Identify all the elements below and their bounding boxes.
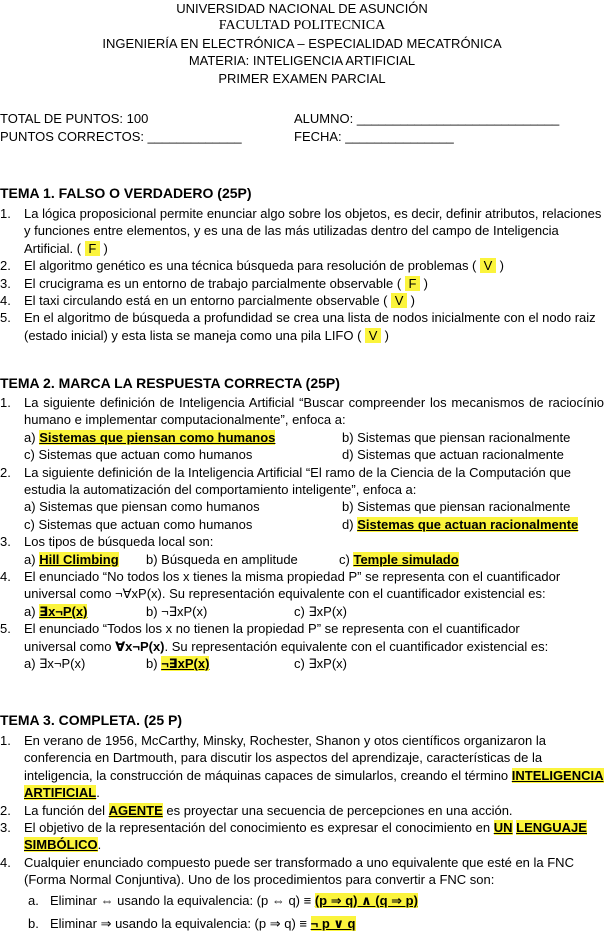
question-text: universal como ¬∀xP(x). Su representación equivalente con el cuantificador existencial es: <box>24 586 546 602</box>
statement-text: El objetivo de la representación del conocimiento es expresar el conocimiento en <box>24 820 491 836</box>
option-b: b) ¬∃xP(x) <box>146 603 208 619</box>
option-c: c) Sistemas que actuan como humanos <box>24 516 253 532</box>
answer-fill: (p ⇒ q) ∧ (q ⇒ p) <box>314 892 418 908</box>
option-c: c) Sistemas que actuan como humanos <box>24 447 253 463</box>
sub-item-b: b. Eliminar ⇒ usando la equivalencia: (p ⇒ q) ≡ ¬ p ∨ q <box>28 916 356 932</box>
option-a: a) ∃x¬P(x) <box>24 656 86 672</box>
question-text: El enunciado “No todos los x tienes la misma propiedad P” se representa con el cuantificador <box>24 569 561 585</box>
tema1-item-4 <box>0 292 604 309</box>
career-name: INGENIERÍA EN ELECTRÓNICA – ESPECIALIDAD MECATRÓNICA <box>102 35 502 51</box>
item-number: 2. <box>0 802 11 818</box>
option-b: b) Sistemas que piensan racionalmente <box>342 429 571 445</box>
option-d: d) Sistemas que actuan racionalmente <box>342 516 579 532</box>
option-c: c) ∃xP(x) <box>294 656 347 672</box>
statement-text: La lógica proposicional permite enunciar algo sobre los objetos, es decir, definir atributos, relaciones y funciones entre elementos, y es una de las más utilizadas dentro del campo de Inteligencia Artificial. ( <box>24 206 602 256</box>
info-row-2 <box>0 128 604 145</box>
statement-text: Cualquier enunciado compuesto puede ser transformado a uno equivalente que esté en la FNC (Forma Normal Conjuntiva). Uno de los procedimientos para convertir a FNC son: <box>24 854 574 888</box>
statement-text: El algoritmo genético es una técnica búsqueda para resolución de problemas ( <box>24 258 477 274</box>
question-text: El enunciado “Todos los x no tienen la propiedad P” se representa con el cuantificador <box>24 621 520 637</box>
option-b: b) Búsqueda en amplitude <box>146 551 298 567</box>
question-text: La siguiente definición de la Inteligencia Artificial “El ramo de la Ciencia de la Computación que estudia la automatización del comportamiento inteligente”, enfoca a: <box>24 464 572 498</box>
option-a: a) Sistemas que piensan como humanos <box>24 429 276 445</box>
tema1-title: TEMA 1. FALSO O VERDADERO (25P) <box>0 185 252 201</box>
item-number: 5. <box>0 621 11 637</box>
question-text: universal como ∀x¬P(x). Su representación equivalente con el cuantificador existencial es: <box>24 638 549 654</box>
tema2-question-1 <box>0 394 604 464</box>
info-row-1 <box>0 110 604 127</box>
tema3-list <box>0 732 604 932</box>
item-number: 2. <box>0 464 11 480</box>
option-b: b) ¬∃xP(x) <box>146 656 210 672</box>
exam-title: PRIMER EXAMEN PARCIAL <box>218 70 386 86</box>
option-b: b) Sistemas que piensan racionalmente <box>342 499 571 515</box>
item-number: 4. <box>0 854 11 870</box>
option-a: a) Hill Climbing <box>24 551 119 567</box>
answer-mark: V <box>391 293 407 308</box>
statement-text: El crucigrama es un entorno de trabajo parcialmente observable ( <box>24 275 402 291</box>
option-d: d) Sistemas que actuan racionalmente <box>342 447 564 463</box>
answer-fill: ¬ p ∨ q <box>310 916 356 932</box>
tema3-item-3: 3. El objetivo de la representación del conocimiento es expresar el conocimiento en UN LENGUAJE SIMBÓLICO. <box>0 820 587 853</box>
options-row <box>24 446 604 463</box>
item-number: 1. <box>0 395 11 410</box>
option-c: c) ∃xP(x) <box>294 603 347 619</box>
statement-close: ) <box>410 293 416 309</box>
item-number: 4. <box>0 569 11 585</box>
options-row <box>24 429 604 446</box>
statement-text: En verano de 1956, McCarthy, Minsky, Rochester, Shanon y otos científicos organizaron la conferencia en Dartmouth, para discutir los aspectos del aprendizaje, características de la inteligencia, la construcción de máquinas capaces de simularlos, creando el término <box>24 733 546 783</box>
item-number: 5. <box>0 310 11 326</box>
option-a: a) Sistemas que piensan como humanos <box>24 499 260 515</box>
statement-close: ) <box>384 327 389 343</box>
item-number: 3. <box>0 275 11 291</box>
tema1-item-2 <box>0 257 604 274</box>
question-text: La siguiente definición de Inteligencia Artificial “Buscar compreender los mecanismos de raciocínio humano e implementar computacionalmente”, enfoca a: <box>24 395 604 428</box>
item-number: 2. <box>0 258 11 274</box>
tema3-item-2 <box>0 802 604 819</box>
answer-mark: F <box>85 241 100 256</box>
item-number: 1. <box>0 733 11 748</box>
tema3-item-1: 1. En verano de 1956, McCarthy, Minsky, Rochester, Shanon y otos científicos organizaron la conferencia en Dartmouth, para discutir los aspectos del aprendizaje, características de la inteligencia, la construcción de máquinas capaces de simularlos, creando el término INTELIGENCIA ARTIFICIAL. <box>0 733 604 801</box>
tema2-question-5 <box>0 620 604 672</box>
tema1-item-1 <box>0 205 604 257</box>
total-points: TOTAL DE PUNTOS: 100 <box>0 111 149 126</box>
faculty-name: FACULTAD POLITECNICA <box>218 18 386 34</box>
tema2-title: TEMA 2. MARCA LA RESPUESTA CORRECTA (25P) <box>0 375 340 391</box>
subject-name: MATERIA: INTELIGENCIA ARTIFICIAL <box>188 53 416 69</box>
tema2-question-3 <box>0 533 604 568</box>
options-row <box>24 655 604 672</box>
tema2-question-4 <box>0 568 604 620</box>
university-name: UNIVERSIDAD NACIONAL DE ASUNCIÓN <box>176 1 428 16</box>
sub-item-a: a. Eliminar ⇔ usando la equivalencia: (p ⇔ q) ≡ (p ⇒ q) ∧ (q ⇒ p) <box>28 892 418 908</box>
date-field[interactable]: FECHA: _______________ <box>294 129 454 144</box>
statement-text: En el algoritmo de búsqueda a profundidad se crea una lista de nodos inicialmente con el nodo raiz (estado inicial) y esta lista se maneja como una pila LIFO ( <box>24 310 596 343</box>
statement-close: ) <box>103 240 108 256</box>
statement-text: es proyectar una secuencia de percepciones en una acción. <box>166 802 513 818</box>
statement-text: El taxi circulando está en un entorno parcialmente observable ( <box>24 293 388 309</box>
tema3-item-4 <box>0 854 604 933</box>
item-number: 3. <box>0 820 11 836</box>
answer-mark: V <box>480 258 496 273</box>
item-number: 3. <box>0 534 11 550</box>
tema1-item-5 <box>0 309 604 344</box>
item-number: 4. <box>0 293 11 309</box>
options-row <box>24 498 604 515</box>
statement-close: ) <box>499 258 504 274</box>
option-a: a) ∃x¬P(x) <box>24 603 88 619</box>
answer-fill: UN <box>493 820 513 836</box>
correct-points-field[interactable]: PUNTOS CORRECTOS: _____________ <box>0 129 242 144</box>
tema1-item-3 <box>0 275 604 292</box>
answer-mark: F <box>405 276 420 291</box>
tema1-list <box>0 205 604 344</box>
options-row <box>24 603 604 620</box>
answer-fill: AGENTE <box>108 802 163 818</box>
answer-fill: INTELIGENCIA ARTIFICIAL <box>24 767 604 801</box>
statement-text: La función del <box>24 802 105 818</box>
student-field[interactable]: ALUMNO: ____________________________ <box>294 111 560 126</box>
option-c: c) Temple simulado <box>339 551 459 567</box>
answer-mark: V <box>365 328 381 343</box>
tema2-question-2 <box>0 464 604 534</box>
question-text: Los tipos de búsqueda local son: <box>24 534 214 550</box>
statement-close: ) <box>423 275 428 291</box>
exam-header <box>0 0 604 87</box>
options-row <box>24 551 604 568</box>
tema3-title: TEMA 3. COMPLETA. (25 P) <box>0 712 183 728</box>
tema2-list <box>0 394 604 673</box>
options-row <box>24 516 604 533</box>
answer-fill: LENGUAJE SIMBÓLICO <box>24 820 587 853</box>
item-number: 1. <box>0 206 11 221</box>
